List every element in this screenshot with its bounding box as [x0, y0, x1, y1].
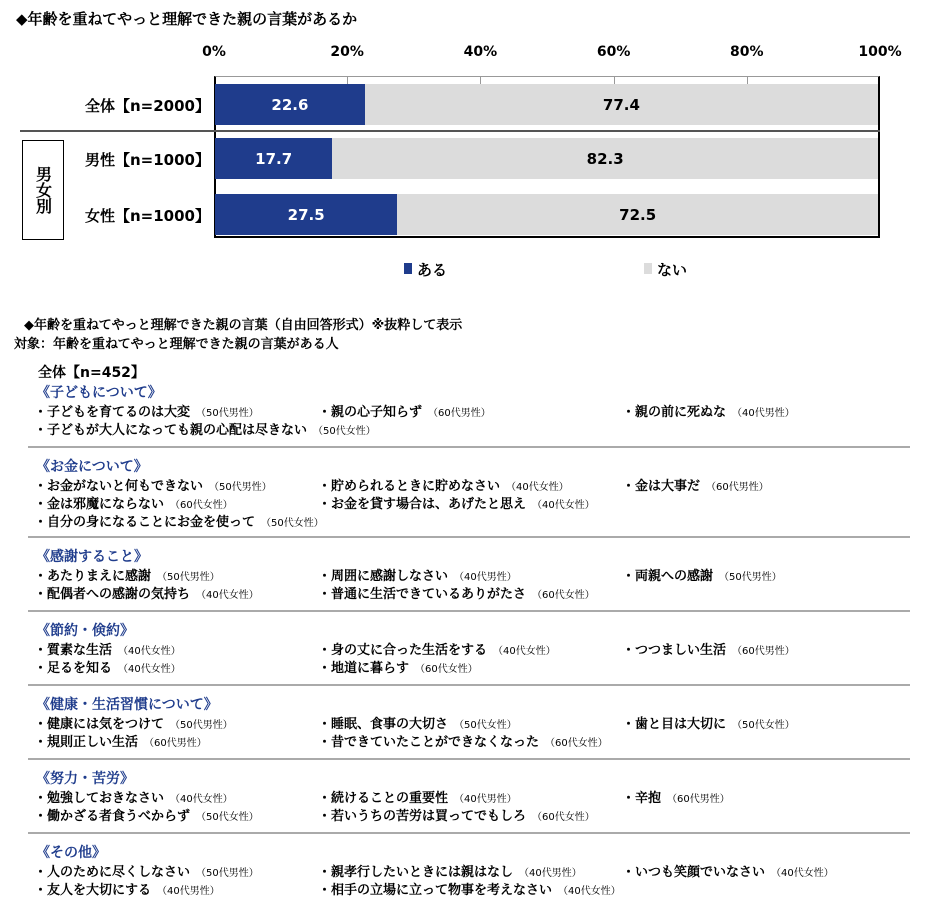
respondent-attribute: （60代女性）	[415, 664, 478, 675]
respondent-attribute: （40代女性）	[506, 482, 569, 493]
divider	[28, 832, 910, 834]
divider	[28, 758, 910, 760]
respondent-attribute: （60代男性）	[667, 794, 730, 805]
answer-text: ・規則正しい生活	[34, 735, 139, 750]
respondent-attribute: （50代女性）	[261, 518, 324, 529]
answer-text: ・親の前に死ぬな	[622, 405, 727, 420]
answer-text: ・普通に生活できているありがたさ	[318, 587, 527, 602]
sample-size: 全体【n=452】	[38, 365, 145, 381]
answer-item	[318, 657, 478, 676]
group-separator	[20, 130, 880, 132]
answer-text: ・自分の身になることにお金を使って	[34, 515, 256, 530]
answer-text: ・配偶者への感謝の気持ち	[34, 587, 191, 602]
category-label: 女性【n=1000】	[85, 207, 210, 225]
answer-item	[318, 565, 517, 584]
answer-item	[34, 787, 233, 806]
target-note: 対象：年齢を重ねてやっと理解できた親の言葉がある人	[14, 337, 339, 352]
answer-item	[318, 493, 595, 512]
bar-segment-yes: 27.5	[215, 194, 397, 235]
answer-item	[318, 639, 556, 658]
answer-text: ・勉強しておきなさい	[34, 791, 165, 806]
answer-item	[318, 583, 595, 602]
category-heading: 《その他》	[36, 845, 106, 861]
respondent-attribute: （50代男性）	[157, 572, 220, 583]
answer-text: ・親孝行したいときには親はなし	[318, 865, 514, 880]
answer-text: ・相手の立場に立って物事を考えなさい	[318, 883, 553, 898]
answer-item	[318, 861, 582, 880]
answer-item	[34, 861, 259, 880]
answer-item	[34, 475, 272, 494]
respondent-attribute: （60代女性）	[170, 500, 233, 511]
answer-item	[34, 713, 233, 732]
answer-text: ・人のために尽くしなさい	[34, 865, 191, 880]
answer-text: ・辛抱	[622, 791, 662, 806]
respondent-attribute: （40代女性）	[170, 794, 233, 805]
answer-text: ・両親への感謝	[622, 569, 714, 584]
answer-item	[622, 713, 795, 732]
respondent-attribute: （50代男性）	[196, 868, 259, 879]
respondent-attribute: （40代男性）	[519, 868, 582, 879]
answer-item	[318, 401, 491, 420]
answer-item	[318, 879, 621, 898]
answer-item	[34, 493, 233, 512]
answer-text: ・健康には気をつけて	[34, 717, 165, 732]
answer-text: ・歯と目は大切に	[622, 717, 727, 732]
respondent-attribute: （40代男性）	[732, 408, 795, 419]
answer-item	[622, 787, 730, 806]
category-heading: 《子どもについて》	[36, 385, 162, 401]
answer-text: ・金は邪魔にならない	[34, 497, 165, 512]
category-heading: 《お金について》	[36, 459, 148, 475]
x-tick-label: 0%	[202, 44, 226, 60]
respondent-attribute: （40代女性）	[118, 646, 181, 657]
respondent-attribute: （50代男性）	[719, 572, 782, 583]
respondent-attribute: （40代女性）	[118, 664, 181, 675]
legend-swatch	[644, 263, 652, 274]
respondent-attribute: （40代女性）	[493, 646, 556, 657]
answer-item	[622, 401, 795, 420]
answer-text: ・身の丈に合った生活をする	[318, 643, 488, 658]
respondent-attribute: （40代女性）	[771, 868, 834, 879]
divider	[28, 446, 910, 448]
legend-label: ない	[657, 261, 688, 279]
x-tick-label: 60%	[596, 44, 631, 60]
answer-item	[34, 657, 181, 676]
respondent-attribute: （60代女性）	[532, 812, 595, 823]
stacked-bar	[215, 138, 878, 179]
respondent-attribute: （50代女性）	[454, 720, 517, 731]
respondent-attribute: （60代男性）	[732, 646, 795, 657]
category-label: 全体【n=2000】	[85, 97, 210, 115]
answer-text: ・周囲に感謝しなさい	[318, 569, 449, 584]
chart-title: ◆年齢を重ねてやっと理解できた親の言葉があるか	[16, 10, 358, 28]
answer-text: ・金は大事だ	[622, 479, 701, 494]
answer-text: ・親の心子知らず	[318, 405, 423, 420]
category-heading: 《感謝すること》	[36, 549, 148, 565]
respondent-attribute: （40代女性）	[558, 886, 621, 897]
answer-text: ・友人を大切にする	[34, 883, 152, 898]
answer-item	[34, 401, 259, 420]
answer-text: ・足るを知る	[34, 661, 113, 676]
answer-text: ・働かざる者食うべからず	[34, 809, 191, 824]
x-tick-label: 80%	[730, 44, 764, 60]
respondent-attribute: （50代男性）	[170, 720, 233, 731]
answer-text: ・昔できていたことができなくなった	[318, 735, 540, 750]
respondent-attribute: （50代男性）	[196, 408, 259, 419]
answer-text: ・地道に暮らす	[318, 661, 410, 676]
respondent-attribute: （60代女性）	[532, 590, 595, 601]
respondent-attribute: （40代男性）	[157, 886, 220, 897]
answer-item	[34, 511, 324, 530]
divider	[28, 536, 910, 538]
category-heading: 《節約・倹約》	[36, 623, 134, 639]
answer-text: ・若いうちの苦労は買ってでもしろ	[318, 809, 527, 824]
divider	[28, 610, 910, 612]
answer-text: ・お金を貸す場合は、あげたと思え	[318, 497, 527, 512]
bar-segment-no: 77.4	[365, 84, 878, 125]
answer-item	[34, 565, 220, 584]
legend-swatch	[404, 263, 412, 274]
answer-text: ・子どもが大人になっても親の心配は尽きない	[34, 423, 308, 438]
answer-text: ・貯められるときに貯めなさい	[318, 479, 501, 494]
answer-item	[622, 475, 769, 494]
respondent-attribute: （40代男性）	[454, 572, 517, 583]
answer-item	[318, 713, 517, 732]
x-tick-label: 40%	[463, 44, 498, 60]
respondent-attribute: （40代男性）	[454, 794, 517, 805]
bar-segment-yes: 17.7	[215, 138, 332, 179]
free-answer-heading: ◆年齢を重ねてやっと理解できた親の言葉（自由回答形式）※抜粋して表示	[24, 318, 463, 333]
stacked-bar	[215, 84, 878, 125]
category-heading: 《努力・苦労》	[36, 771, 134, 787]
x-tick-label: 100%	[858, 44, 902, 60]
answer-item	[622, 639, 795, 658]
bar-segment-yes: 22.6	[215, 84, 365, 125]
respondent-attribute: （50代女性）	[196, 812, 259, 823]
answer-text: ・子どもを育てるのは大変	[34, 405, 191, 420]
answer-item	[34, 639, 181, 658]
category-heading: 《健康・生活習慣について》	[36, 697, 218, 713]
answer-text: ・質素な生活	[34, 643, 113, 658]
answer-item	[34, 583, 259, 602]
answer-item	[318, 805, 595, 824]
answer-item	[622, 861, 834, 880]
bar-segment-no: 82.3	[332, 138, 878, 179]
respondent-attribute: （40代女性）	[532, 500, 595, 511]
answer-text: ・あたりまえに感謝	[34, 569, 152, 584]
answer-text: ・つつましい生活	[622, 643, 727, 658]
answer-item	[34, 731, 207, 750]
category-label: 男性【n=1000】	[85, 151, 210, 169]
respondent-attribute: （60代男性）	[706, 482, 769, 493]
answer-item	[622, 565, 782, 584]
answer-item	[34, 419, 376, 438]
answer-text: ・お金がないと何もできない	[34, 479, 204, 494]
answer-text: ・いつも笑顔でいなさい	[622, 865, 766, 880]
answer-item	[34, 805, 259, 824]
answer-text: ・続けることの重要性	[318, 791, 449, 806]
respondent-attribute: （50代女性）	[313, 426, 376, 437]
answer-item	[318, 475, 569, 494]
respondent-attribute: （50代女性）	[732, 720, 795, 731]
stacked-bar	[215, 194, 878, 235]
respondent-attribute: （60代男性）	[144, 738, 207, 749]
respondent-attribute: （60代男性）	[428, 408, 491, 419]
group-label: 男女別	[22, 140, 64, 240]
x-tick-label: 20%	[330, 44, 364, 60]
answer-text: ・睡眠、食事の大切さ	[318, 717, 449, 732]
respondent-attribute: （40代女性）	[196, 590, 259, 601]
legend-label: ある	[417, 261, 448, 279]
respondent-attribute: （60代女性）	[545, 738, 608, 749]
respondent-attribute: （50代男性）	[209, 482, 272, 493]
answer-item	[318, 731, 608, 750]
divider	[28, 684, 910, 686]
answer-item	[34, 879, 220, 898]
answer-item	[318, 787, 517, 806]
bar-segment-no: 72.5	[397, 194, 878, 235]
